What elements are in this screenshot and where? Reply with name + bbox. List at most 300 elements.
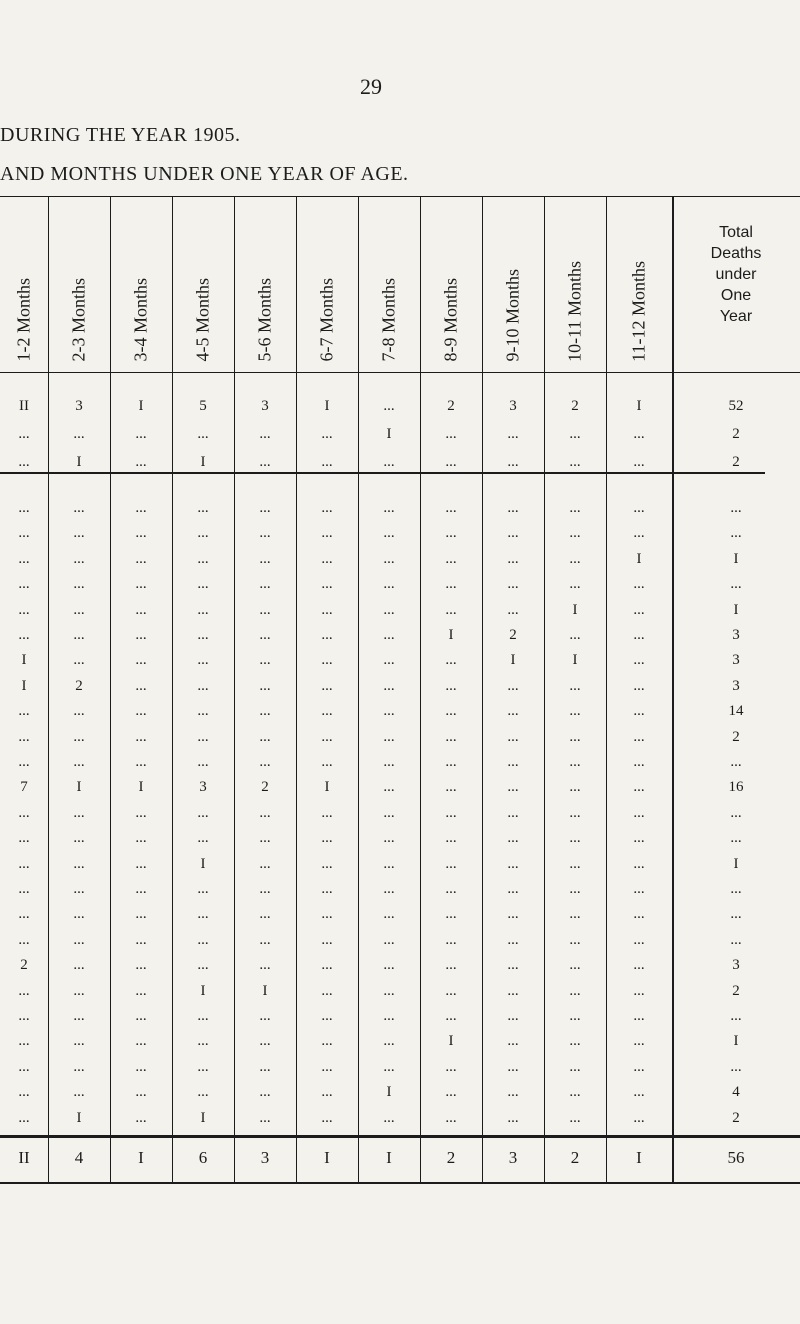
- body-row-cell: ...: [197, 601, 209, 618]
- body-row-cell: ...: [73, 728, 85, 745]
- body-row-cell: ...: [259, 906, 271, 923]
- body-row-cell: ...: [383, 550, 395, 567]
- body-row-cell: ...: [633, 1058, 645, 1075]
- total-header-line: Total: [719, 224, 753, 241]
- body-row-cell: ...: [197, 1084, 209, 1101]
- body-row-cell: ...: [197, 703, 209, 720]
- body-row-cell: ...: [383, 576, 395, 593]
- body-row-cell: ...: [18, 1008, 30, 1024]
- top-row-cell: I: [76, 454, 82, 470]
- body-row-cell: ...: [197, 881, 209, 897]
- body-row-cell: ...: [135, 906, 147, 923]
- body-row-cell: ...: [569, 627, 581, 643]
- body-row-cell: I: [21, 677, 27, 694]
- top-row-cell: ...: [507, 454, 519, 470]
- totals-row-cell: II: [18, 1148, 30, 1167]
- body-row-cell: I: [200, 982, 206, 999]
- table-top-rule: [0, 196, 800, 197]
- body-row-cell: ...: [507, 703, 519, 720]
- top-row-cell: 3: [75, 398, 83, 414]
- top-row-cell: ...: [321, 454, 333, 470]
- body-row-cell: ...: [73, 1033, 85, 1050]
- body-row-cell: ...: [135, 500, 147, 516]
- body-row-cell: ...: [569, 677, 581, 694]
- body-row-cell: ...: [18, 855, 30, 872]
- top-row-cell: 2: [571, 398, 579, 414]
- body-row-total-cell: I: [733, 855, 739, 872]
- body-row-total-cell: I: [733, 550, 739, 567]
- body-row-total-cell: 2: [732, 728, 740, 745]
- body-row-cell: ...: [259, 1084, 271, 1101]
- totals-row-cell: 2: [446, 1148, 456, 1167]
- body-row-cell: ...: [633, 830, 645, 847]
- body-row-cell: ...: [445, 931, 457, 948]
- body-row-cell: ...: [633, 652, 645, 669]
- body-row-cell: ...: [383, 627, 395, 643]
- column-header: [296, 210, 358, 370]
- body-row-cell: ...: [135, 1033, 147, 1050]
- body-row-cell: ...: [18, 703, 30, 720]
- column-header: [420, 210, 482, 370]
- column-header-label: 4-5 Months: [192, 278, 213, 362]
- totals-row-cell: I: [324, 1148, 330, 1167]
- column-header-label: 2-3 Months: [68, 278, 89, 362]
- body-row-cell: ...: [259, 855, 271, 872]
- top-row-cell: I: [386, 426, 392, 442]
- body-row-cell: ...: [73, 703, 85, 720]
- body-row-cell: ...: [383, 982, 395, 999]
- body-row-cell: ...: [18, 1084, 30, 1101]
- body-row-cell: ...: [383, 906, 395, 923]
- body-row-cell: ...: [569, 881, 581, 897]
- body-row-cell: ...: [73, 1058, 85, 1075]
- body-row-cell: ...: [383, 957, 395, 974]
- body-row-cell: ...: [259, 830, 271, 847]
- body-row-cell: ...: [197, 1033, 209, 1050]
- body-row-cell: ...: [445, 830, 457, 847]
- footer-bottom-rule: [0, 1182, 800, 1184]
- body-row-cell: I: [76, 779, 82, 796]
- body-row-cell: ...: [383, 525, 395, 542]
- totals-row-cell: 4: [74, 1148, 84, 1167]
- body-row-cell: ...: [197, 804, 209, 821]
- body-row-cell: ...: [633, 855, 645, 872]
- body-row-total-cell: ...: [730, 1008, 742, 1024]
- body-row-cell: ...: [445, 881, 457, 897]
- body-row-cell: ...: [569, 1008, 581, 1024]
- body-row-cell: ...: [321, 652, 333, 669]
- totals-row-cell: 2: [570, 1148, 580, 1167]
- body-row-cell: ...: [18, 627, 30, 643]
- top-row-cell: 3: [509, 398, 517, 414]
- section-rule: [0, 472, 765, 474]
- body-row-cell: ...: [569, 779, 581, 796]
- body-row-cell: ...: [73, 1084, 85, 1101]
- top-row-cell: ...: [18, 454, 30, 470]
- top-row-cell: ...: [135, 426, 147, 442]
- body-row-cell: ...: [633, 804, 645, 821]
- body-row-cell: ...: [321, 525, 333, 542]
- body-row-cell: ...: [321, 957, 333, 974]
- body-row-cell: ...: [633, 525, 645, 542]
- body-row-cell: ...: [73, 906, 85, 923]
- body-row-cell: ...: [383, 1008, 395, 1024]
- body-row-cell: ...: [18, 906, 30, 923]
- body-row-cell: I: [138, 779, 144, 796]
- body-row-cell: ...: [259, 1008, 271, 1024]
- body-row-cell: ...: [321, 576, 333, 593]
- body-row-total-cell: ...: [730, 881, 742, 897]
- body-row-cell: ...: [445, 525, 457, 542]
- body-row-cell: ...: [73, 627, 85, 643]
- body-row-total-cell: ...: [730, 804, 742, 821]
- body-row-cell: ...: [507, 1033, 519, 1050]
- body-row-cell: ...: [507, 728, 519, 745]
- body-row-cell: ...: [383, 677, 395, 694]
- body-row-cell: ...: [18, 525, 30, 542]
- body-row-cell: I: [386, 1084, 392, 1101]
- column-header-label: 1-2 Months: [13, 278, 34, 362]
- totals-row-cell: I: [386, 1148, 392, 1167]
- column-header: [110, 210, 172, 370]
- body-row-cell: 7: [20, 779, 28, 796]
- body-row-cell: ...: [445, 1084, 457, 1101]
- body-row-cell: ...: [197, 830, 209, 847]
- body-row-cell: ...: [633, 754, 645, 770]
- body-row-total-cell: 14: [728, 703, 744, 720]
- body-row-cell: ...: [507, 576, 519, 593]
- column-header-label: 7-8 Months: [378, 278, 399, 362]
- body-row-cell: ...: [445, 779, 457, 796]
- body-row-cell: ...: [321, 1109, 333, 1126]
- body-row-cell: ...: [383, 601, 395, 618]
- body-row-cell: 2: [509, 627, 517, 643]
- body-row-cell: ...: [507, 957, 519, 974]
- body-row-cell: ...: [135, 1058, 147, 1075]
- body-row-cell: ...: [18, 804, 30, 821]
- body-row-cell: ...: [507, 931, 519, 948]
- body-row-cell: 3: [199, 779, 207, 796]
- body-row-cell: ...: [135, 881, 147, 897]
- top-row-total-cell: 2: [732, 426, 740, 442]
- body-row-cell: ...: [18, 830, 30, 847]
- totals-row-cell: I: [636, 1148, 642, 1167]
- body-row-total-cell: I: [733, 601, 739, 618]
- body-row-cell: ...: [507, 1058, 519, 1075]
- top-row-cell: ...: [73, 426, 85, 442]
- body-row-cell: ...: [569, 703, 581, 720]
- body-row-cell: ...: [507, 906, 519, 923]
- body-row-cell: ...: [259, 931, 271, 948]
- body-row-cell: ...: [569, 500, 581, 516]
- top-row-cell: ...: [633, 454, 645, 470]
- body-row-cell: ...: [569, 728, 581, 745]
- top-row-cell: ...: [383, 454, 395, 470]
- top-row-cell: 2: [447, 398, 455, 414]
- body-row-cell: ...: [259, 500, 271, 516]
- top-row-cell: ...: [507, 426, 519, 442]
- body-row-cell: ...: [73, 855, 85, 872]
- body-row-cell: ...: [73, 652, 85, 669]
- column-header-label: 9-10 Months: [502, 269, 523, 362]
- body-row-cell: ...: [633, 982, 645, 999]
- body-row-cell: ...: [18, 1033, 30, 1050]
- body-row-cell: ...: [73, 804, 85, 821]
- body-row-cell: ...: [135, 855, 147, 872]
- body-row-cell: ...: [507, 804, 519, 821]
- body-row-cell: ...: [197, 754, 209, 770]
- top-row-cell: ...: [383, 398, 395, 414]
- body-row-total-cell: 3: [732, 677, 740, 694]
- body-row-cell: ...: [569, 1058, 581, 1075]
- body-row-cell: ...: [633, 1109, 645, 1126]
- body-row-cell: ...: [633, 677, 645, 694]
- body-row-cell: ...: [569, 1109, 581, 1126]
- body-row-total-cell: ...: [730, 906, 742, 923]
- body-row-cell: ...: [135, 957, 147, 974]
- body-row-cell: ...: [445, 804, 457, 821]
- body-row-cell: ...: [18, 601, 30, 618]
- body-row-cell: ...: [633, 500, 645, 516]
- column-header: [606, 210, 672, 370]
- body-row-cell: ...: [507, 1084, 519, 1101]
- body-row-total-cell: ...: [730, 931, 742, 948]
- top-row-cell: ...: [135, 454, 147, 470]
- body-row-cell: ...: [633, 779, 645, 796]
- body-row-cell: ...: [321, 804, 333, 821]
- body-row-cell: ...: [383, 728, 395, 745]
- column-header-label: 10-11 Months: [564, 261, 585, 362]
- body-row-cell: ...: [569, 982, 581, 999]
- totals-row-cell: 3: [508, 1148, 518, 1167]
- body-row-cell: ...: [507, 754, 519, 770]
- body-row-cell: ...: [507, 500, 519, 516]
- top-row-cell: ...: [569, 454, 581, 470]
- body-row-cell: ...: [445, 500, 457, 516]
- body-row-cell: ...: [197, 931, 209, 948]
- body-row-cell: ...: [321, 830, 333, 847]
- body-row-cell: ...: [445, 957, 457, 974]
- top-row-cell: ...: [197, 426, 209, 442]
- body-row-cell: ...: [383, 779, 395, 796]
- top-row-total-cell: 52: [728, 398, 744, 414]
- body-row-cell: ...: [18, 881, 30, 897]
- column-header-label: 6-7 Months: [316, 278, 337, 362]
- body-row-cell: ...: [18, 550, 30, 567]
- body-row-cell: ...: [73, 525, 85, 542]
- body-row-cell: ...: [507, 881, 519, 897]
- body-row-cell: ...: [197, 957, 209, 974]
- body-row-cell: I: [636, 550, 642, 567]
- body-row-cell: ...: [569, 1033, 581, 1050]
- body-row-cell: ...: [569, 754, 581, 770]
- body-row-cell: ...: [197, 906, 209, 923]
- header-bottom-rule: [0, 372, 800, 373]
- top-row-cell: ...: [321, 426, 333, 442]
- body-row-cell: I: [76, 1109, 82, 1126]
- body-row-cell: I: [510, 652, 516, 669]
- body-row-cell: ...: [383, 652, 395, 669]
- body-row-cell: 2: [75, 677, 83, 694]
- table-heading-line2: AND MONTHS UNDER ONE YEAR OF AGE.: [0, 163, 409, 185]
- body-row-cell: ...: [259, 728, 271, 745]
- body-row-cell: ...: [259, 754, 271, 770]
- body-row-cell: ...: [73, 1008, 85, 1024]
- body-row-cell: ...: [321, 500, 333, 516]
- body-row-cell: ...: [259, 703, 271, 720]
- body-row-cell: ...: [135, 652, 147, 669]
- body-row-cell: ...: [135, 601, 147, 618]
- body-row-cell: ...: [73, 754, 85, 770]
- body-row-cell: ...: [445, 982, 457, 999]
- total-header-line: under: [715, 266, 757, 283]
- body-row-cell: ...: [507, 601, 519, 618]
- body-row-cell: ...: [383, 500, 395, 516]
- body-row-total-cell: 16: [728, 779, 744, 796]
- body-row-cell: ...: [445, 550, 457, 567]
- body-row-cell: ...: [197, 1008, 209, 1024]
- top-row-cell: I: [200, 454, 206, 470]
- body-row-cell: ...: [321, 881, 333, 897]
- body-row-cell: ...: [259, 677, 271, 694]
- body-row-total-cell: 3: [732, 627, 740, 643]
- body-row-cell: ...: [383, 855, 395, 872]
- body-row-cell: ...: [135, 754, 147, 770]
- body-row-cell: ...: [135, 728, 147, 745]
- body-row-cell: ...: [507, 525, 519, 542]
- body-row-cell: ...: [321, 906, 333, 923]
- body-row-cell: I: [21, 652, 27, 669]
- body-row-cell: ...: [259, 601, 271, 618]
- body-row-cell: ...: [259, 1109, 271, 1126]
- top-row-cell: I: [636, 398, 642, 414]
- body-row-total-cell: I: [733, 1033, 739, 1050]
- body-row-cell: I: [262, 982, 268, 999]
- body-row-cell: ...: [135, 525, 147, 542]
- body-row-cell: ...: [507, 677, 519, 694]
- body-row-total-cell: 4: [732, 1084, 740, 1101]
- body-row-cell: ...: [73, 957, 85, 974]
- total-header-line: Year: [719, 308, 753, 325]
- body-row-cell: ...: [445, 601, 457, 618]
- body-row-cell: ...: [383, 881, 395, 897]
- top-row-cell: ...: [259, 426, 271, 442]
- body-row-total-cell: ...: [730, 754, 742, 770]
- body-row-cell: ...: [445, 754, 457, 770]
- body-row-cell: ...: [135, 1084, 147, 1101]
- body-row-cell: I: [572, 652, 578, 669]
- body-row-cell: ...: [197, 1058, 209, 1075]
- body-row-cell: I: [200, 1109, 206, 1126]
- body-row-cell: ...: [569, 804, 581, 821]
- body-row-cell: I: [448, 627, 454, 643]
- body-row-cell: ...: [633, 881, 645, 897]
- body-row-cell: ...: [135, 703, 147, 720]
- column-header-label: 11-12 Months: [628, 261, 649, 362]
- body-row-cell: ...: [383, 1058, 395, 1075]
- body-row-total-cell: 3: [732, 652, 740, 669]
- body-row-cell: ...: [197, 652, 209, 669]
- body-row-cell: ...: [321, 1058, 333, 1075]
- totals-row-cell: 3: [260, 1148, 270, 1167]
- column-header-label: 3-4 Months: [130, 278, 151, 362]
- top-row-cell: ...: [445, 426, 457, 442]
- body-row-cell: ...: [445, 1008, 457, 1024]
- body-row-cell: ...: [569, 576, 581, 593]
- body-row-total-cell: ...: [730, 576, 742, 593]
- body-row-cell: ...: [633, 601, 645, 618]
- body-row-cell: ...: [259, 627, 271, 643]
- body-row-cell: ...: [569, 550, 581, 567]
- body-row-cell: ...: [259, 576, 271, 593]
- body-row-cell: ...: [445, 1109, 457, 1126]
- body-row-cell: ...: [383, 830, 395, 847]
- body-row-cell: ...: [18, 1058, 30, 1075]
- body-row-cell: ...: [259, 804, 271, 821]
- body-row-total-cell: ...: [730, 1058, 742, 1075]
- column-header: [482, 210, 544, 370]
- body-row-cell: ...: [259, 957, 271, 974]
- body-row-cell: ...: [18, 931, 30, 948]
- top-row-cell: II: [19, 398, 29, 414]
- body-row-cell: ...: [135, 576, 147, 593]
- body-row-cell: ...: [73, 601, 85, 618]
- body-row-total-cell: 3: [732, 957, 740, 974]
- body-row-cell: 2: [261, 779, 269, 796]
- column-header-label: 8-9 Months: [440, 278, 461, 362]
- body-row-cell: ...: [135, 627, 147, 643]
- body-row-cell: ...: [321, 754, 333, 770]
- body-row-cell: I: [324, 779, 330, 796]
- column-header: [544, 210, 606, 370]
- body-row-cell: ...: [569, 906, 581, 923]
- body-row-cell: ...: [445, 677, 457, 694]
- body-row-cell: ...: [445, 703, 457, 720]
- top-row-cell: 5: [199, 398, 207, 414]
- total-deaths-header: [672, 222, 800, 327]
- body-row-cell: ...: [197, 525, 209, 542]
- body-row-cell: ...: [321, 982, 333, 999]
- body-row-cell: ...: [197, 550, 209, 567]
- body-row-cell: ...: [135, 931, 147, 948]
- body-row-cell: ...: [445, 652, 457, 669]
- body-row-cell: ...: [135, 1008, 147, 1024]
- body-row-cell: ...: [259, 1058, 271, 1075]
- body-row-cell: ...: [507, 550, 519, 567]
- body-row-cell: ...: [569, 525, 581, 542]
- body-row-cell: ...: [18, 500, 30, 516]
- body-row-cell: ...: [259, 525, 271, 542]
- table-heading-line1: DURING THE YEAR 1905.: [0, 124, 241, 146]
- column-header: [358, 210, 420, 370]
- body-row-cell: ...: [73, 982, 85, 999]
- body-row-cell: ...: [383, 804, 395, 821]
- body-row-cell: ...: [135, 1109, 147, 1126]
- body-row-cell: ...: [445, 855, 457, 872]
- body-row-cell: ...: [445, 576, 457, 593]
- top-row-cell: ...: [633, 426, 645, 442]
- body-row-cell: ...: [73, 500, 85, 516]
- body-row-cell: ...: [321, 1084, 333, 1101]
- body-row-cell: ...: [197, 627, 209, 643]
- body-row-cell: ...: [633, 1084, 645, 1101]
- body-row-total-cell: 2: [732, 982, 740, 999]
- body-row-cell: ...: [321, 703, 333, 720]
- top-row-total-cell: 2: [732, 454, 740, 470]
- body-row-cell: ...: [633, 931, 645, 948]
- body-row-cell: ...: [383, 1033, 395, 1050]
- body-row-cell: ...: [507, 855, 519, 872]
